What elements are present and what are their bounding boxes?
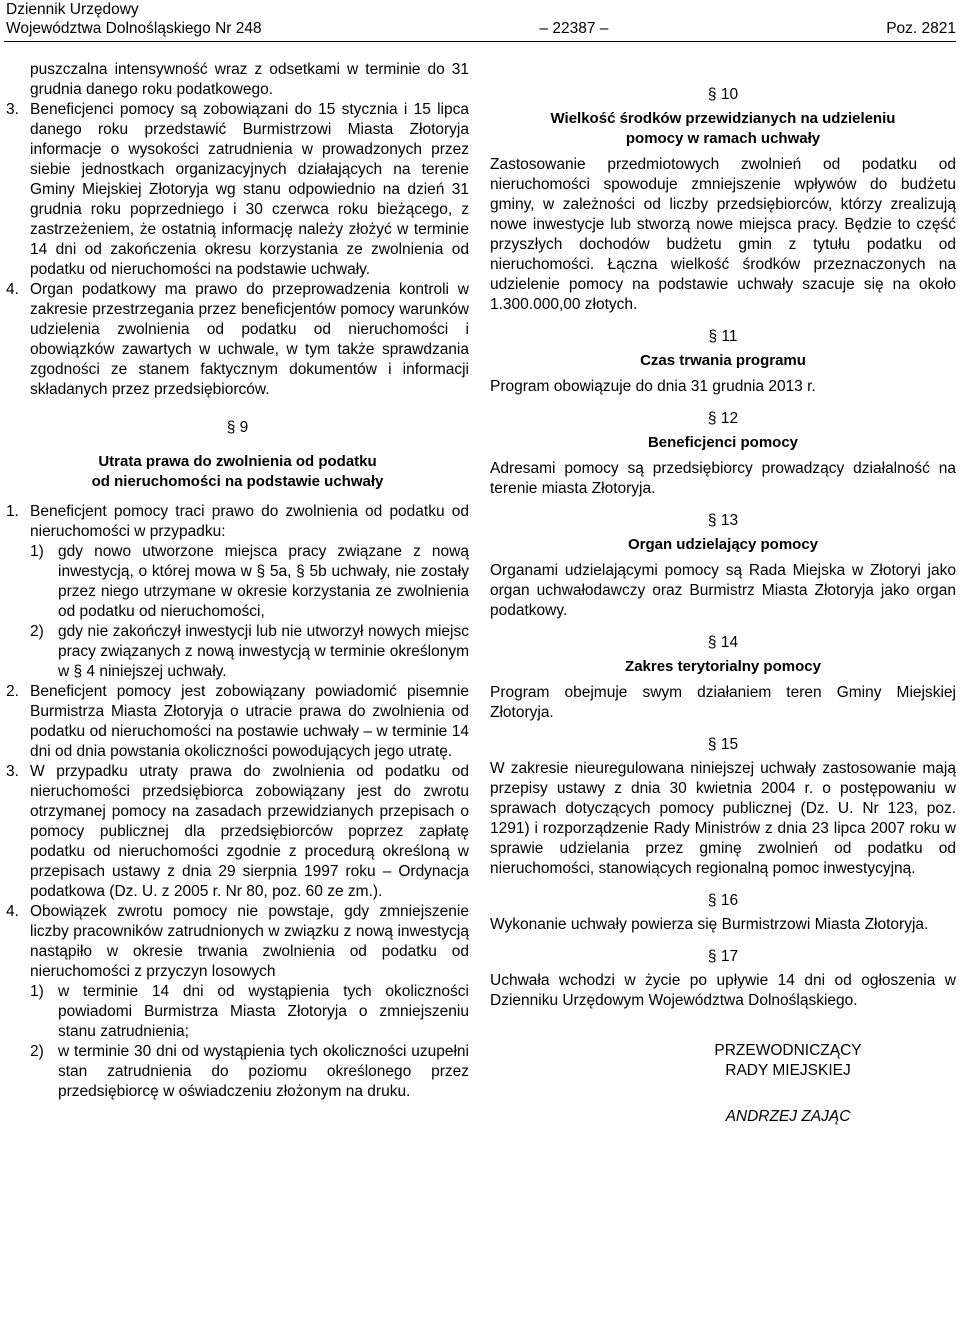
section-14-text: Program obejmuje swym działaniem teren Gminy Miejskiej Złotoryja. [490, 684, 956, 721]
section-14-title: Zakres terytorialny pomocy [625, 658, 821, 675]
item-text: W przypadku utraty prawa do zwolnienia od podatku od nieruchomości przedsiębiorca zobowiązany jest do zwrotu otrzymanej pomocy na zasadach przewidzianych przepisach o pomocy publicznej dla przedsiębiorców poprzez zapłatę podatku od nieruchomości zgodnie z procedurą określoną w przepisach ustawy z dnia 29 sierpnia 1997 roku – Ordynacja podatkowa (Dz. U. z 2005 r. Nr 80, poz. 60 ze zm.). [30, 763, 469, 900]
section-9-title [6, 452, 469, 492]
item-text: Beneficjent pomocy jest zobowiązany powiadomić pisemnie Burmistrza Miasta Złotoryja o utracie prawa do zwolnienia od podatku od nieruchomości na postawie uchwały – w terminie 14 dni od dnia powstania okoliczności powodujących jego utratę. [30, 683, 469, 760]
subitem-number: 2) [30, 1043, 44, 1060]
item-text: Beneficjenci pomocy są zobowiązani do 15 stycznia i 15 lipca danego roku przedstawić Burmistrzowi Miasta Złotoryja informacje o wysokości zatrudnienia w prowadzonych przez siebie jednostkach organizacyjnych działających na terenie Gminy Miejskiej Złotoryja wg stanu odpowiednio na dzień 31 grudnia roku poprzedniego i 30 czerwca roku bieżącego, z zastrzeżeniem, że ostatnią informację należy złożyć w terminie 14 dni od zakończenia okresu korzystania ze zwolnienia od podatku od nieruchomości na podstawie uchwały. [30, 101, 469, 278]
s9-point-1-a [30, 542, 469, 622]
intro-paragraph: puszczalna intensywność wraz z odsetkami w terminie do 31 grudnia danego roku podatkowego. [30, 61, 469, 98]
page-number: – 22387 – [539, 20, 609, 37]
section-13-text: Organami udzielającymi pomocy są Rada Miejska w Złotoryi jako organ uchwałodawczy oraz Burmistrz Miasta Złotoryja jako organ podatkowy. [490, 562, 956, 619]
section-13-title: Organ udzielający pomocy [627, 536, 819, 553]
item-number: 4. [6, 281, 19, 298]
s9-point-1 [6, 502, 469, 542]
s9-point-4-b [30, 1042, 469, 1102]
section-12-title: Beneficjenci pomocy [647, 434, 799, 451]
title-line: Utrata prawa do zwolnienia od podatku [98, 453, 377, 470]
section-17-heading: § 17 [707, 948, 739, 965]
section-13-heading: § 13 [707, 512, 739, 529]
signatory-title: PRZEWODNICZĄCY [714, 1042, 862, 1059]
page-header [6, 0, 956, 38]
subitem-text: w terminie 14 dni od wystąpienia tych okoliczności powiadomi Burmistrza Miasta Złotoryja o zmniejszeniu stanu zatrudnienia; [58, 983, 469, 1040]
section-11-title: Czas trwania programu [640, 352, 806, 369]
item-text: Organ podatkowy ma prawo do przeprowadzenia kontroli w zakresie przestrzegania przez beneficjentów pomocy warunków udzielenia zwolnienia od podatku od nieruchomości i obowiązków zawartych w uchwale, w tym także sprawdzania zgodności ze stanem faktycznym dokumentów i informacji składanych przez przedsiębiorców. [30, 281, 469, 398]
signatory-name: ANDRZEJ ZAJĄC [725, 1108, 851, 1125]
subitem-text: gdy nie zakończył inwestycji lub nie utworzył nowych miejsc pracy związanych z nową inwestycją w terminie określonym w § 4 niniejszej uchwały. [58, 623, 469, 680]
left-column [6, 60, 469, 1102]
item-text: Beneficjent pomocy traci prawo do zwolnienia od podatku od nieruchomości w przypadku: [30, 503, 469, 540]
subitem-text: gdy nowo utworzone miejsca pracy związane z nową inwestycją, o której mowa w § 5a, § 5b uchwały, nie zostały przez niego utrzymane w okresie korzystania ze zwolnienia od podatku od nieruchomości, [58, 543, 469, 620]
title-line: Wielkość środków przewidzianych na udzieleniu [550, 110, 896, 127]
section-12-text: Adresami pomocy są przedsiębiorcy prowadzący działalność na terenie miasta Złotoryja. [490, 460, 956, 497]
subitem-text: w terminie 30 dni od wystąpienia tych okoliczności uzupełni stan zatrudnienia do poziomu określonego przez przedsiębiorcę w oświadczeniu złożonym na druku. [58, 1043, 469, 1100]
paragraph-4 [6, 280, 469, 400]
subitem-number: 2) [30, 623, 44, 640]
s9-point-3 [6, 762, 469, 902]
section-16-text: Wykonanie uchwały powierza się Burmistrzowi Miasta Złotoryja. [490, 916, 929, 933]
journal-title: Dziennik Urzędowy [6, 1, 139, 18]
section-15-heading: § 15 [707, 736, 739, 753]
section-11-heading: § 11 [708, 328, 738, 345]
section-10-heading: § 10 [707, 86, 739, 103]
section-15-text: W zakresie nieuregulowana niniejszej uchwały zastosowanie mają przepisy ustawy z dnia 30 kwietnia 2004 r. o postępowaniu w sprawach dotyczących pomocy publicznej (Dz. U. Nr 123, poz. 1291) i rozporządzenie Rady Ministrów z dnia 23 lipca 2007 roku w sprawie udzielania przez gminę zwolnień od podatku od nieruchomości, stanowiących regionalną pomoc inwestycyjną. [490, 760, 956, 877]
position-number: Poz. 2821 [886, 20, 956, 37]
item-number: 2. [6, 683, 19, 700]
section-14-heading: § 14 [707, 634, 739, 651]
item-text: Obowiązek zwrotu pomocy nie powstaje, gdy zmniejszenie liczby pracowników zatrudnionych w związku z nową inwestycją nastąpiło w okresie trwania zwolnienia od podatku od nieruchomości z przyczyn losowych [30, 903, 469, 980]
item-number: 3. [6, 101, 19, 118]
s9-point-4 [6, 902, 469, 982]
right-column [490, 79, 956, 1127]
s9-point-4-a [30, 982, 469, 1042]
paragraph-3 [6, 100, 469, 280]
header-line [6, 19, 956, 38]
s9-point-2 [6, 682, 469, 762]
section-17-text: Uchwała wchodzi w życie po upływie 14 dni od ogłoszenia w Dzienniku Urzędowym Województwa Dolnośląskiego. [490, 972, 956, 1009]
item-number: 1. [6, 503, 19, 520]
title-line: od nieruchomości na podstawie uchwały [91, 473, 384, 490]
section-16-heading: § 16 [707, 892, 739, 909]
section-10-text: Zastosowanie przedmiotowych zwolnień od podatku od nieruchomości spowoduje zmniejszenie wpływów do budżetu gminy, w zależności od liczby przedsiębiorców, którzy zrealizują nowe inwestycje lub stworzą nowe miejsca pracy. Będzie to część przyszłych dochodów budżetu gmin z tytułu podatku od nieruchomości. Łączna wielkość środków przeznaczonych na udzielenie pomocy na podstawie uchwały szacuje się na około 1.300.000,00 złotych. [490, 156, 956, 313]
item-number: 4. [6, 903, 19, 920]
item-number: 3. [6, 763, 19, 780]
signatory-body: RADY MIEJSKIEJ [725, 1062, 851, 1079]
section-12-heading: § 12 [707, 410, 739, 427]
subitem-number: 1) [30, 543, 44, 560]
signature-block [620, 1041, 956, 1127]
s9-point-1-b [30, 622, 469, 682]
subitem-number: 1) [30, 983, 44, 1000]
header-rule [4, 41, 956, 42]
section-11-text: Program obowiązuje do dnia 31 grudnia 2013 r. [490, 378, 816, 395]
section-10-title [490, 109, 956, 149]
title-line: pomocy w ramach uchwały [625, 130, 821, 147]
journal-subtitle: Województwa Dolnośląskiego Nr 248 [6, 20, 262, 37]
section-9-heading: § 9 [226, 419, 249, 436]
